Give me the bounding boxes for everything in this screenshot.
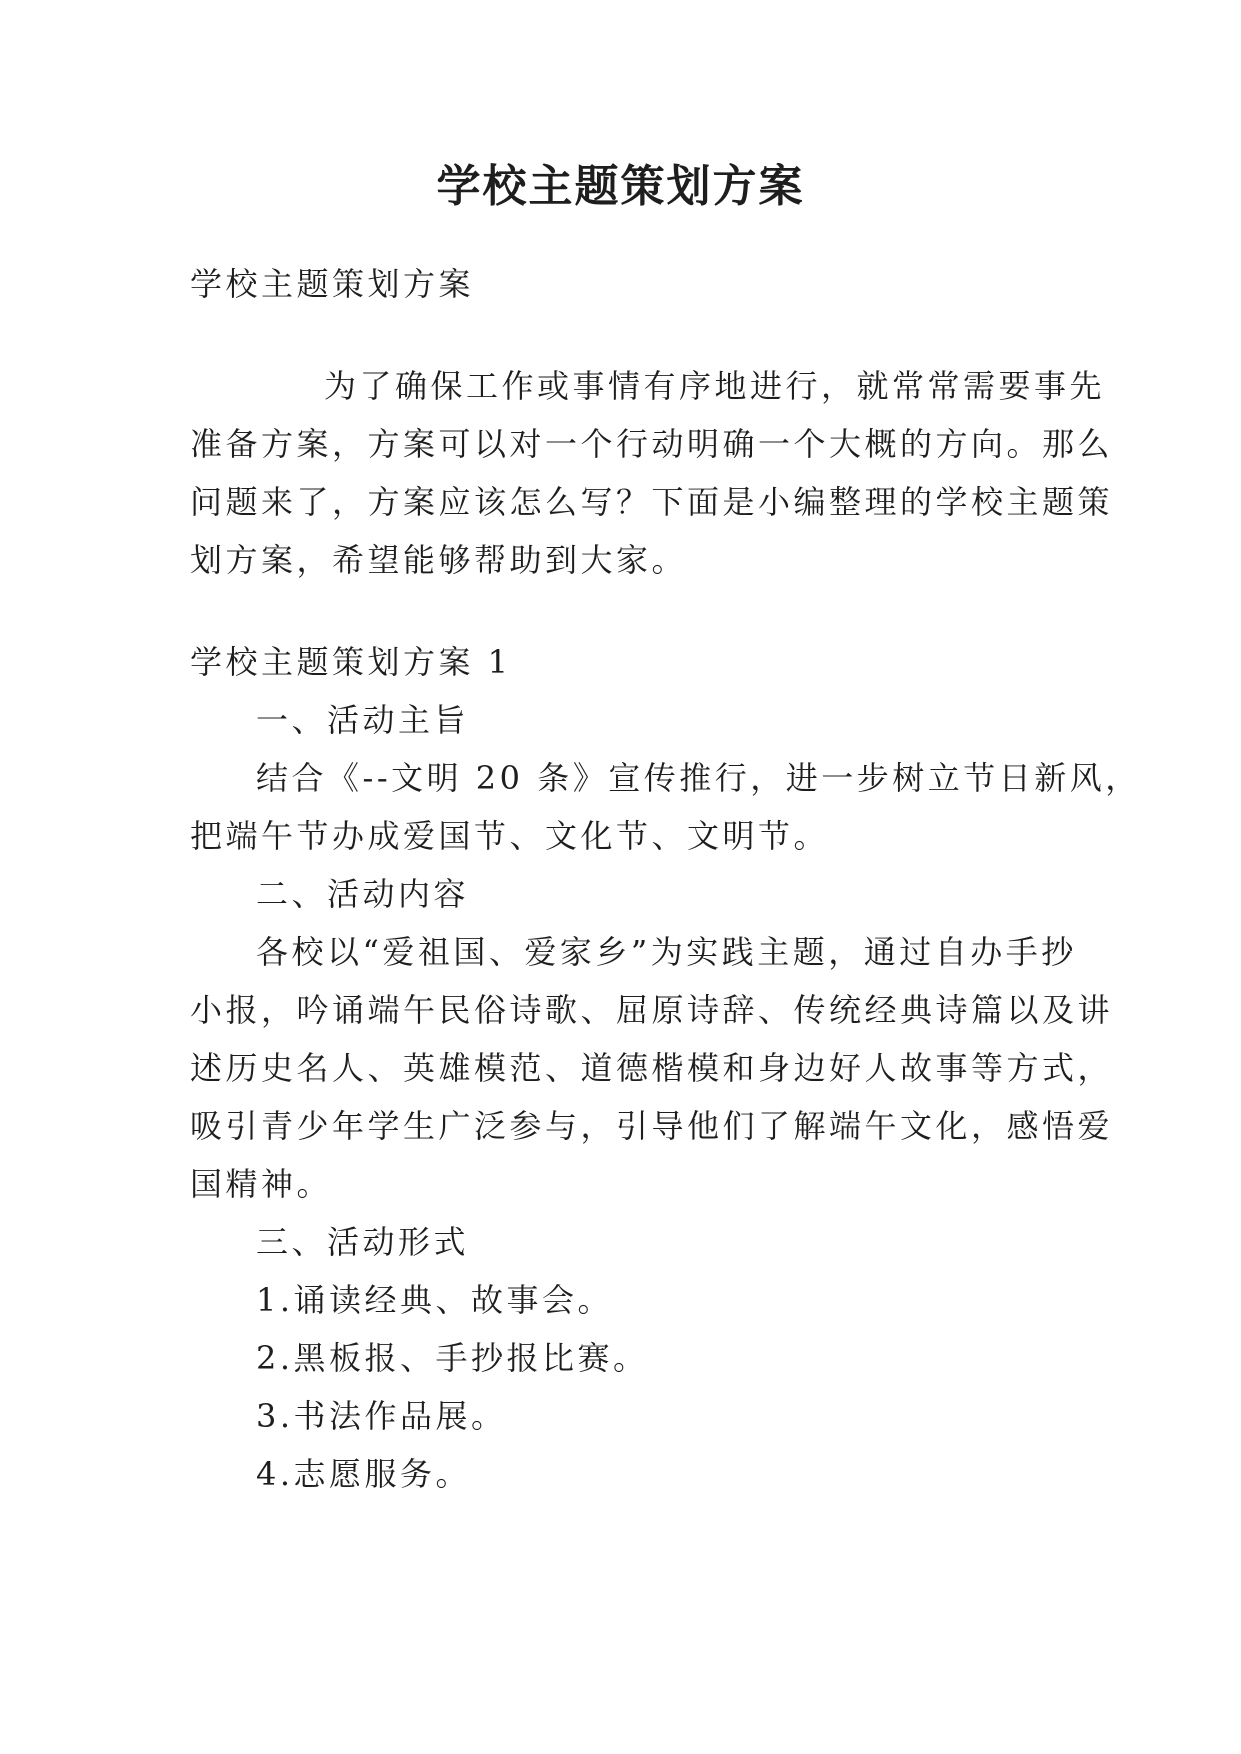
list-item: 4.志愿服务。 <box>256 1455 472 1493</box>
paragraph-line: 把端午节办成爱国节、文化节、文明节。 <box>190 817 830 855</box>
paragraph-line: 各校以“爱祖国、爱家乡”为实践主题，通过自办手抄 <box>256 933 1077 971</box>
section-title: 学校主题策划方案 1 <box>190 643 512 681</box>
list-item: 2.黑板报、手抄报比赛。 <box>256 1339 649 1377</box>
intro-line: 准备方案，方案可以对一个行动明确一个大概的方向。那么 <box>190 425 1114 463</box>
paragraph-line: 国精神。 <box>190 1165 333 1203</box>
intro-line: 划方案，希望能够帮助到大家。 <box>190 541 688 579</box>
document-subtitle: 学校主题策划方案 <box>190 265 475 303</box>
paragraph-line: 结合《--文明 20 条》宣传推行，进一步树立节日新风， <box>256 759 1141 797</box>
list-item: 3.书法作品展。 <box>256 1397 507 1435</box>
heading-purpose: 一、活动主旨 <box>256 701 470 739</box>
document-title: 学校主题策划方案 <box>436 161 805 212</box>
list-item: 1.诵读经典、故事会。 <box>256 1281 614 1319</box>
paragraph-line: 吸引青少年学生广泛参与，引导他们了解端午文化，感悟爱 <box>190 1107 1114 1145</box>
heading-content: 二、活动内容 <box>256 875 470 913</box>
paragraph-line: 述历史名人、英雄模范、道德楷模和身边好人故事等方式， <box>190 1049 1114 1087</box>
paragraph-line: 小报，吟诵端午民俗诗歌、屈原诗辞、传统经典诗篇以及讲 <box>190 991 1114 1029</box>
intro-line: 为了确保工作或事情有序地进行，就常常需要事先 <box>324 367 1106 405</box>
intro-line: 问题来了，方案应该怎么写？下面是小编整理的学校主题策 <box>190 483 1114 521</box>
heading-forms: 三、活动形式 <box>256 1223 470 1261</box>
